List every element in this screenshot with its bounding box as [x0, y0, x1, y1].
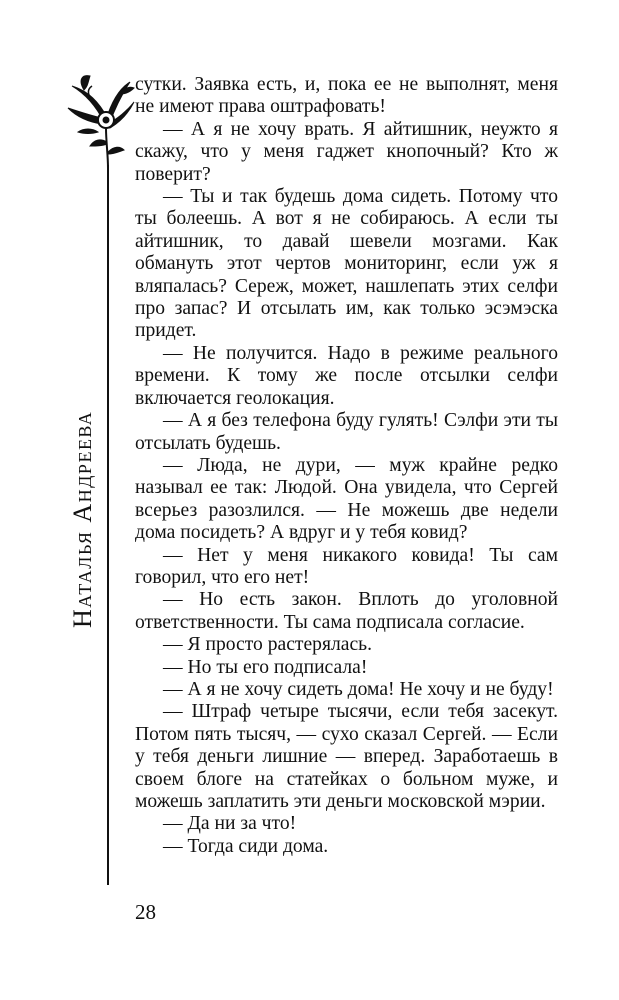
paragraph: — Но ты его подписала! — [163, 656, 368, 678]
paragraph: — Но есть закон. Вплоть до уголовной ответственности. Ты сама подписала согласие. — [135, 589, 558, 633]
floral-ornament-icon — [64, 72, 136, 168]
page-number: 28 — [135, 900, 156, 924]
paragraph: — Штраф четыре тысячи, если тебя засекут. Потом пять тысяч, — сухо сказал Сергей. — Если у тебя деньги лишние — вперед. Заработаешь в своем блоге на статейках о больном муже, и можешь заплатить эти деньги московской мэрии. — [135, 701, 558, 812]
paragraph: — Я просто растерялась. — [163, 634, 372, 656]
paragraph: сутки. Заявка есть, и, пока ее не выполнят, меня не имеют права оштрафовать! — [135, 74, 558, 118]
paragraph: — Нет у меня никакого ковида! Ты сам говорил, что его нет! — [135, 544, 558, 588]
paragraph: — Да ни за что! — [163, 813, 297, 835]
margin-rule — [107, 165, 109, 885]
paragraph: — А я без телефона буду гулять! Сэлфи эти ты отсылать будешь. — [135, 410, 558, 454]
paragraph: — А я не хочу врать. Я айтишник, неужто я скажу, что у меня гаджет кнопочный? Кто ж поверит? — [135, 118, 558, 185]
paragraph: — Люда, не дури, — муж крайне редко называл ее так: Людой. Она увидела, что Сергей всерьез разозлился. — Не можешь две недели дома посидеть? А вдруг и у тебя ковид? — [135, 454, 558, 544]
paragraph: — Ты и так будешь дома сидеть. Потому что ты болеешь. А вот я не собираюсь. А если ты айтишник, то давай шевели мозгами. Как обмануть этот чертов мониторинг, если уж я вляпалась? Сереж, может, нашлепать этих селфи про запас? И отсылать им, как только эсэмэска придет. — [135, 186, 558, 342]
paragraph: — А я не хочу сидеть дома! Не хочу и не буду! — [163, 678, 554, 700]
paragraph: — Тогда сиди дома. — [163, 835, 329, 857]
running-author: Наталья Андреева — [68, 410, 97, 628]
paragraph: — Не получится. Надо в режиме реального времени. К тому же после отсылки селфи включается геолокация. — [135, 342, 558, 409]
body-text — [135, 74, 558, 858]
